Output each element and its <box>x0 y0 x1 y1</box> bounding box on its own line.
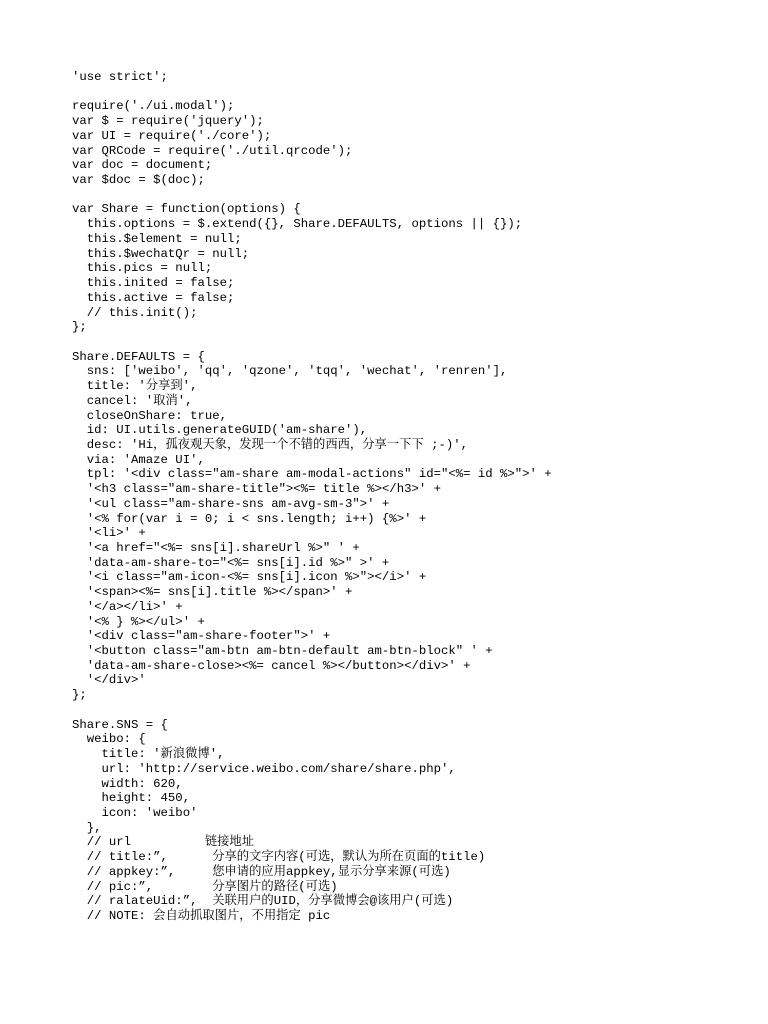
code-line: '<button class="am-btn am-btn-default am-btn-block" ' + <box>72 644 493 659</box>
blank-line <box>72 188 752 203</box>
code-line: Share.DEFAULTS = { <box>72 349 205 364</box>
code-line: url: 'http://service.weibo.com/share/share.php', <box>72 761 456 776</box>
code-line: id: UI.utils.generateGUID('am-share'), <box>72 423 368 438</box>
code-line: '<% } %></ul>' + <box>72 614 205 629</box>
code-line: this.$wechatQr = null; <box>72 246 250 261</box>
blank-line <box>72 703 752 718</box>
code-line: this.pics = null; <box>72 261 213 276</box>
code-line: '<a href="<%= sns[i].shareUrl %>" ' + <box>72 541 360 555</box>
code-line: sns: ['weibo', 'qq', 'qzone', 'tqq', 'wechat', 'renren'], <box>72 364 508 379</box>
code-line: cancel: '取消', <box>72 393 193 408</box>
code-line: // url 链接地址 <box>72 835 255 850</box>
code-line: closeOnShare: true, <box>72 408 227 423</box>
code-line: weibo: { <box>72 732 146 747</box>
code-line: 'data-am-share-to="<%= sns[i].id %>" >' + <box>72 555 390 570</box>
code-line: 'data-am-share-close><%= cancel %></button></div>' + <box>72 658 471 673</box>
code-line: '</div>' <box>72 673 146 688</box>
code-listing <box>72 70 752 924</box>
code-line: this.active = false; <box>72 290 235 305</box>
code-line: this.options = $.extend({}, Share.DEFAULTS, options || {}); <box>72 217 523 232</box>
code-line: }, <box>72 820 102 835</box>
code-line: // ralateUid:”, 关联用户的UID，分享微博会@该用户(可选) <box>72 894 454 909</box>
code-line: // NOTE: 会自动抓取图片，不用指定 pic <box>72 908 331 923</box>
code-line: '<h3 class="am-share-title"><%= title %></h3>' + <box>72 482 441 497</box>
blank-line <box>72 85 752 100</box>
code-line: '<ul class="am-share-sns am-avg-sm-3">' + <box>72 496 390 511</box>
code-line: this.$element = null; <box>72 231 242 246</box>
code-line: Share.SNS = { <box>72 717 168 732</box>
code-line: var doc = document; <box>72 158 213 173</box>
code-line: '<li>' + <box>72 526 146 541</box>
code-line: '<% for(var i = 0; i < sns.length; i++) {%>' + <box>72 511 427 526</box>
blank-line <box>72 335 752 350</box>
code-line: // pic:”, 分享图片的路径(可选) <box>72 879 338 894</box>
code-line: via: 'Amaze UI', <box>72 452 205 467</box>
code-line: title: '分享到', <box>72 379 198 394</box>
code-line: }; <box>72 320 87 335</box>
code-line: }; <box>72 688 87 703</box>
code-line: tpl: '<div class="am-share am-modal-actions" id="<%= id %>">' + <box>72 467 552 482</box>
code-line: var $doc = $(doc); <box>72 173 205 188</box>
code-line: var UI = require('./core'); <box>72 128 272 143</box>
code-line: '</a></li>' + <box>72 599 183 614</box>
code-line: '<div class="am-share-footer">' + <box>72 629 331 644</box>
code-line: height: 450, <box>72 791 191 806</box>
code-line: // title:”, 分享的文字内容(可选，默认为所在页面的title) <box>72 850 486 865</box>
code-line: width: 620, <box>72 776 183 791</box>
code-line: var QRCode = require('./util.qrcode'); <box>72 143 353 158</box>
code-line: 'use strict'; <box>72 70 168 84</box>
code-line: require('./ui.modal'); <box>72 99 235 114</box>
code-line: var $ = require('jquery'); <box>72 114 264 129</box>
code-line: // appkey:”, 您申请的应用appkey,显示分享来源(可选) <box>72 864 451 879</box>
code-line: icon: 'weibo' <box>72 805 198 820</box>
code-line: // this.init(); <box>72 305 198 320</box>
code-line: desc: 'Hi，孤夜观天象，发现一个不错的西西，分享一下下 ;-)', <box>72 437 468 452</box>
code-line: title: '新浪微博', <box>72 747 225 762</box>
code-line: '<i class="am-icon-<%= sns[i].icon %>"></i>' + <box>72 570 427 585</box>
code-line: this.inited = false; <box>72 276 235 291</box>
code-line: var Share = function(options) { <box>72 202 301 217</box>
code-line: '<span><%= sns[i].title %></span>' + <box>72 585 353 600</box>
